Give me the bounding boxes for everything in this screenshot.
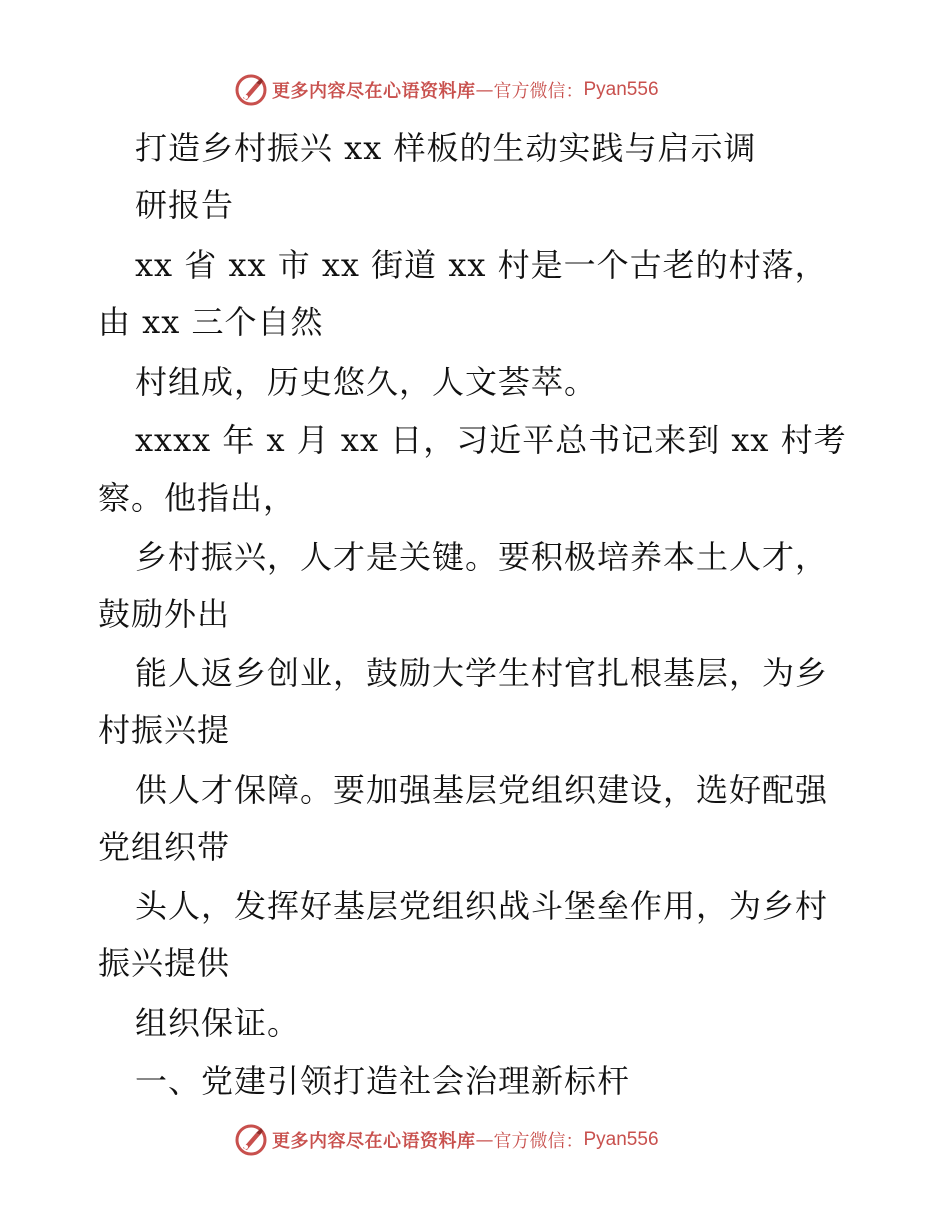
section-heading: 一、党建引领打造社会治理新标杆 (135, 1062, 631, 1100)
wechat-id: Pyan556 (583, 1129, 659, 1150)
quill-pen-logo-icon (234, 1123, 268, 1157)
official-label: 官方微信： (493, 81, 584, 102)
title-line-1: 打造乡村振兴 xx 样板的生动实践与启示调 (135, 129, 757, 167)
paragraph-line: xxxx 年 x 月 xx 日，习近平总书记来到 xx 村考 (135, 421, 847, 459)
paragraph-line: 能人返乡创业，鼓励大学生村官扎根基层，为乡 (135, 654, 829, 692)
banner-dash: — (475, 1129, 494, 1151)
paragraph-line: 组织保证。 (135, 1004, 301, 1042)
paragraph-line: 头人，发挥好基层党组织战斗堡垒作用，为乡村 (135, 887, 829, 925)
paragraph-line: xx 省 xx 市 xx 街道 xx 村是一个古老的村落， (135, 246, 828, 284)
paragraph-line: 由 xx 三个自然 (98, 303, 324, 341)
paragraph-line: 供人才保障。要加强基层党组织建设，选好配强 (135, 771, 829, 809)
quill-pen-logo-icon (234, 73, 268, 107)
footer-banner (234, 1122, 659, 1158)
official-label: 官方微信： (493, 1131, 584, 1152)
paragraph-line: 村组成，历史悠久，人文荟萃。 (135, 363, 598, 401)
banner-dash: — (475, 79, 494, 101)
header-banner (234, 72, 659, 108)
wechat-id: Pyan556 (583, 79, 659, 100)
paragraph-line: 鼓励外出 (98, 595, 231, 633)
paragraph-line: 察。他指出， (98, 479, 297, 517)
title-line-2: 研报告 (135, 186, 235, 224)
paragraph-line: 村振兴提 (98, 711, 231, 749)
site-name: 更多内容尽在心语资料库 (272, 1131, 476, 1152)
site-name: 更多内容尽在心语资料库 (272, 81, 476, 102)
paragraph-line: 振兴提供 (98, 944, 231, 982)
paragraph-line: 乡村振兴，人才是关键。要积极培养本土人才， (135, 538, 829, 576)
paragraph-line: 党组织带 (98, 828, 231, 866)
